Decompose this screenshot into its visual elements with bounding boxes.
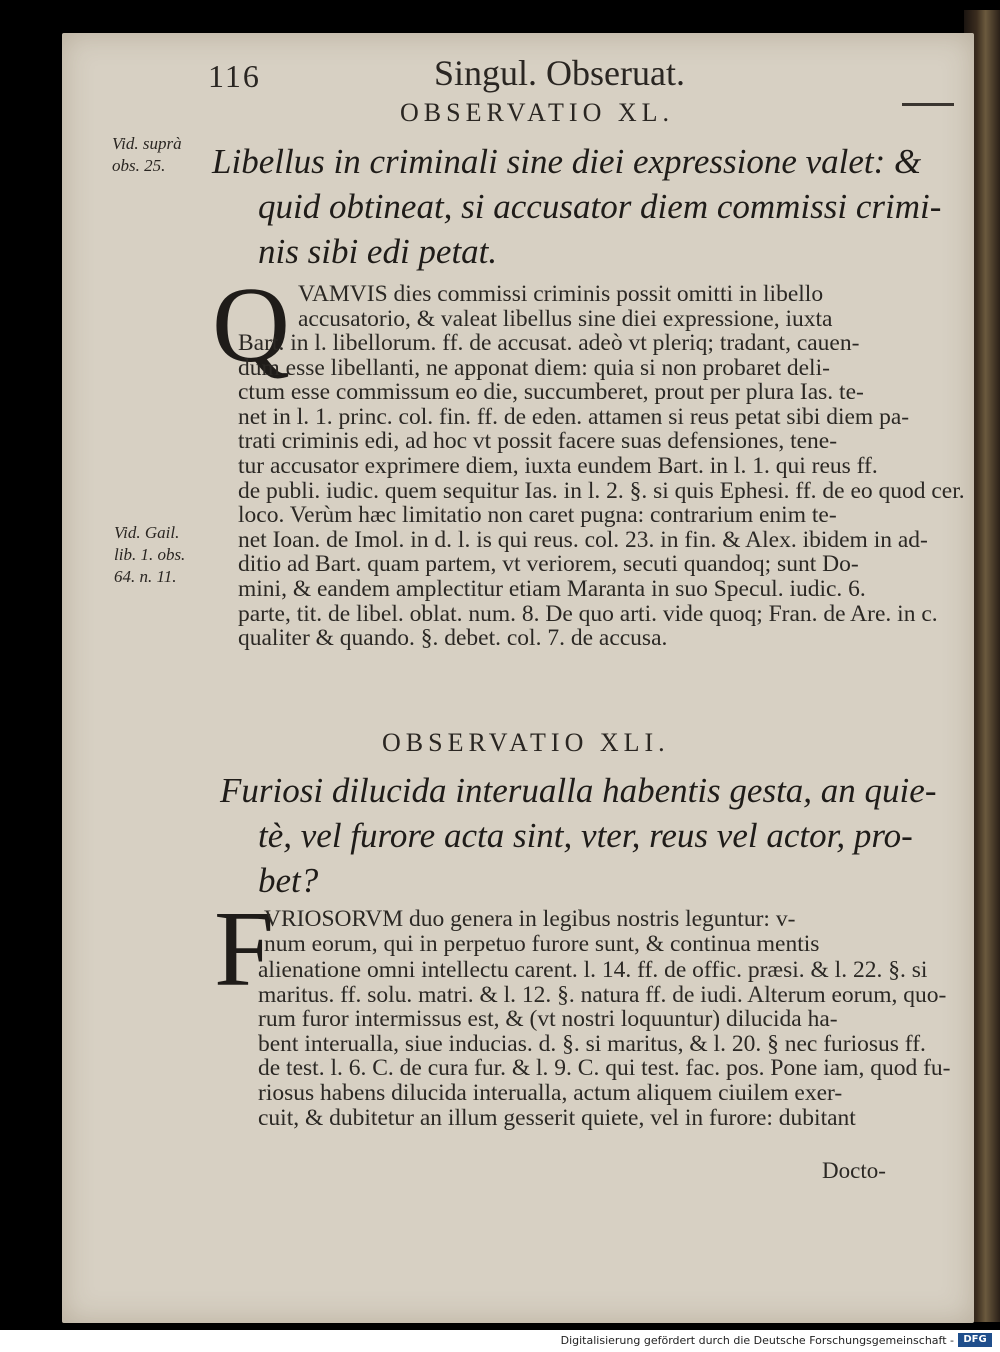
header-rule (902, 103, 954, 106)
margin-note-supra: Vid. suprà obs. 25. (112, 134, 182, 175)
observation-41-body-first: VRIOSORVM duo genera in legibus nostris leguntur: v- num eorum, qui in perpetuo furore sunt, & continua mentis (264, 906, 820, 957)
observation-41-heading: Furiosi dilucida interualla habentis gesta, an quie- tè, vel furore acta sint, vter, reus vel actor, pro- bet? (220, 771, 937, 900)
running-head: Singul. Obseruat. (434, 53, 685, 93)
dropcap-q: Q (212, 266, 290, 385)
observation-40-body-first: VAMVIS dies commissi criminis possit omitti in libello accusatorio, & valeat libellus sine diei expressione, iuxta (298, 281, 833, 332)
observation-41-title: OBSERVATIO XLI. (382, 728, 670, 757)
footer-credit: Digitalisierung gefördert durch die Deutsche Forschungsgemeinschaft - (560, 1334, 954, 1347)
footer-bar (0, 1330, 1000, 1352)
observation-40-title: OBSERVATIO XL. (400, 98, 675, 127)
margin-note-gail: Vid. Gail. lib. 1. obs. 64. n. 11. (114, 523, 186, 586)
page-number: 116 (208, 58, 261, 94)
catchword: Docto- (822, 1158, 886, 1183)
dropcap-f: F (214, 890, 275, 1009)
observation-40-heading: Libellus in criminali sine diei expressione valet: & quid obtineat, si accusator diem commissi crimi- nis sibi edi petat. (212, 142, 942, 271)
observation-40-body: Bart. in l. libellorum. ff. de accusat. adeò vt pleriq; tradant, cauen- dum esse libellanti, ne apponat diem: quia si non probaret deli- ctum esse commissum eo die, succumberet, prout per plura Ias. te- net in l. 1. princ. col. fin. ff. de eden. attamen si reus petat sibi diem pa- trati criminis edi, ad hoc vt possit facere suas defensiones, tene- tur accusator exprimere diem, iuxta eundem Bart. in l. 1. qui reus ff. de publi. iudic. quem sequitur Ias. in l. 2. §. si quis Ephesi. ff. de eo quod cer. loco. Verùm hæc limitatio non caret pugna: contrarium enim te- net Ioan. de Imol. in d. l. is qui reus. col. 23. in fin. & Alex. ibidem in ad- ditio ad Bart. quam partem, vt veriorem, secuti quandoq; sunt Do- mini, & eandem amplectitur etiam Maranta in suo Specul. iudic. 6. parte, tit. de libel. oblat. num. 8. De quo arti. vide quoq; Fran. de Are. in c. qualiter & quando. §. debet. col. 7. de accusa. (238, 330, 965, 652)
dfg-logo: DFG (958, 1333, 992, 1347)
observation-41-body: alienatione omni intellectu carent. l. 14. ff. de offic. præsi. & l. 22. §. si maritus. ff. solu. matri. & l. 12. §. natura ff. de iudi. Alterum eorum, quo- rum furor intermissus est, & (vt nostri loquuntur) dilucida ha- bent interualla, siue inducias. d. §. si maritus, & l. 20. § nec furiosus ff. de test. l. 6. C. de cura fur. & l. 9. C. qui test. fac. pos. Pone iam, quod fu- riosus habens dilucida interualla, actum aliquem ciuilem exer- cuit, & dubitetur an illum gesserit quiete, vel in furore: dubitant (258, 957, 951, 1131)
